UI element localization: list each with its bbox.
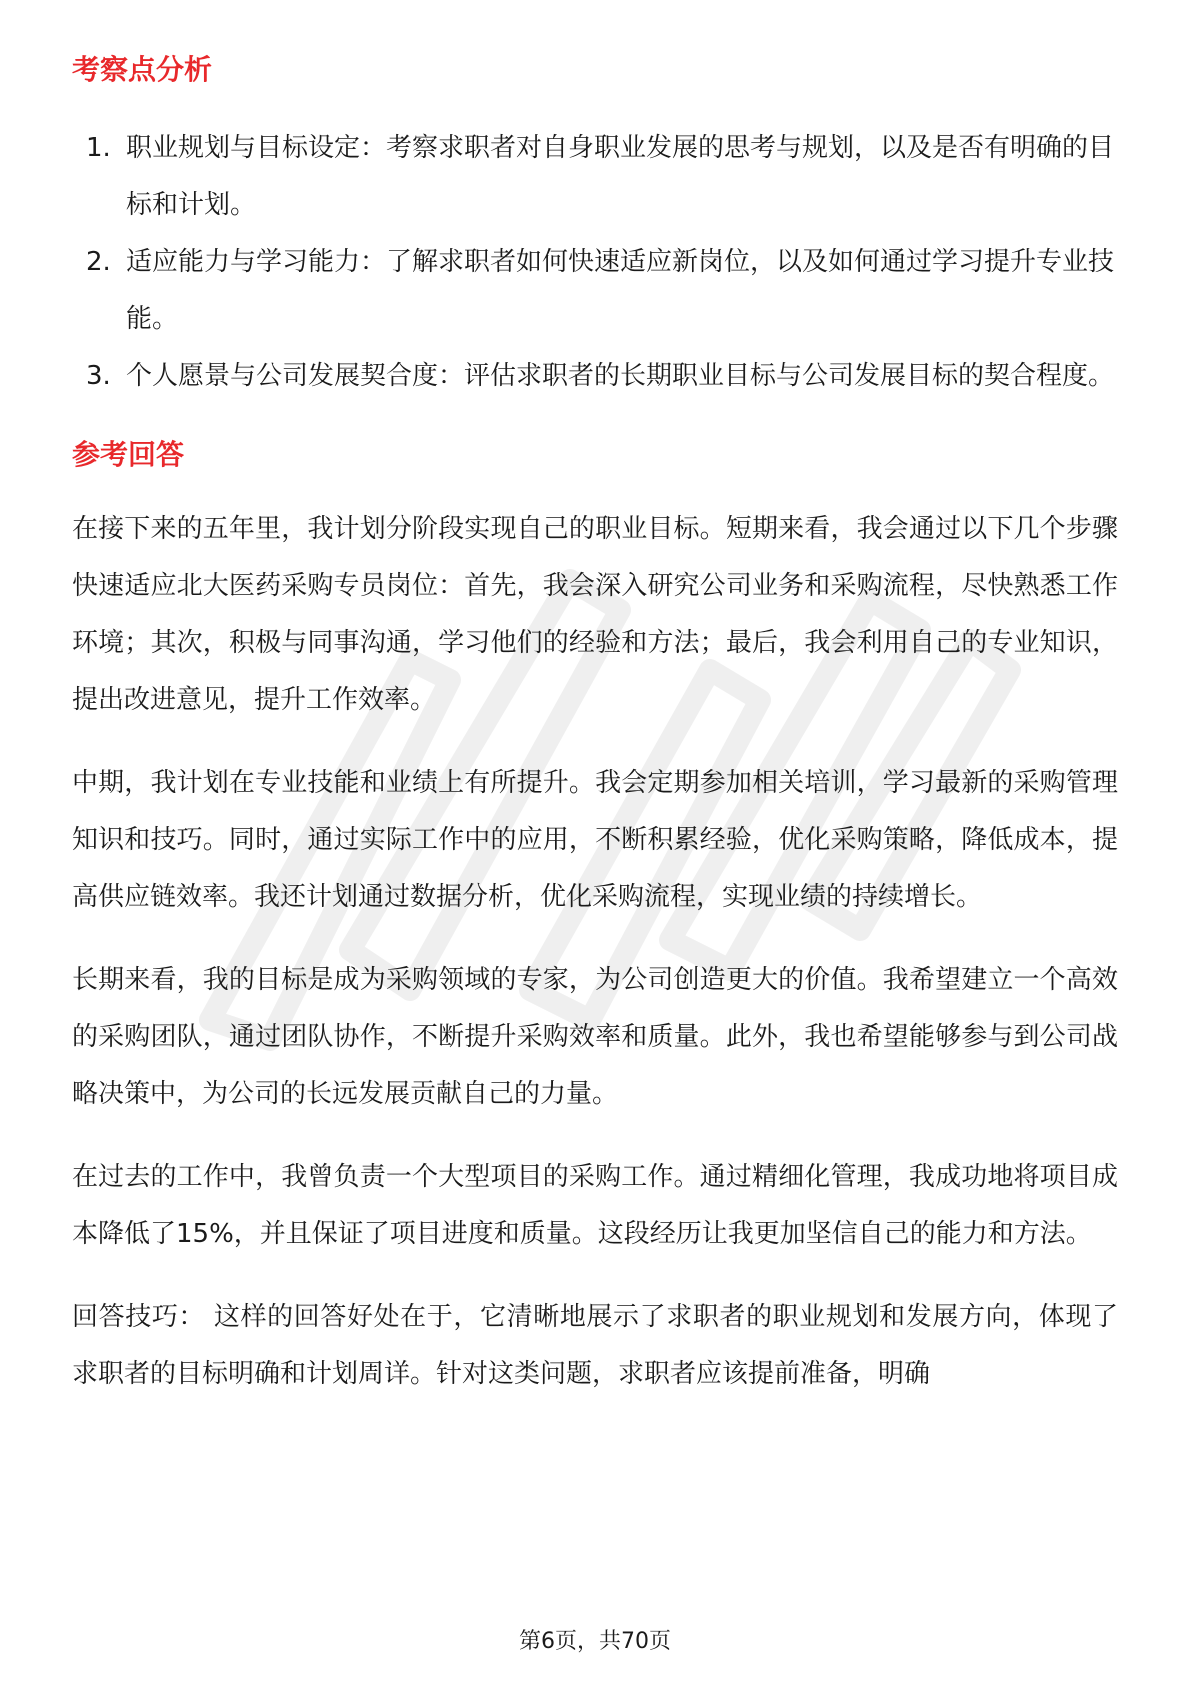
answer-paragraph: 中期，我计划在专业技能和业绩上有所提升。我会定期参加相关培训，学习最新的采购管理知识和技巧。同时，通过实际工作中的应用，不断积累经验，优化采购策略，降低成本，提高供应链效率。我还计划通过数据分析，优化采购流程，实现业绩的持续增长。: [72, 768, 1118, 912]
page-content: [72, 50, 1118, 1403]
analysis-list: [72, 120, 1118, 405]
answer-paragraph: 长期来看，我的目标是成为采购领域的专家，为公司创造更大的价值。我希望建立一个高效的采购团队，通过团队协作，不断提升采购效率和质量。此外，我也希望能够参与到公司战略决策中，为公司的长远发展贡献自己的力量。: [72, 965, 1118, 1109]
answer-paragraph: 在接下来的五年里，我计划分阶段实现自己的职业目标。短期来看，我会通过以下几个步骤快速适应北大医药采购专员岗位：首先，我会深入研究公司业务和采购流程，尽快熟悉工作环境；其次，积极与同事沟通，学习他们的经验和方法；最后，我会利用自己的专业知识，提出改进意见，提升工作效率。: [72, 514, 1118, 715]
answer-paragraph: 在过去的工作中，我曾负责一个大型项目的采购工作。通过精细化管理，我成功地将项目成本降低了15%，并且保证了项目进度和质量。这段经历让我更加坚信自己的能力和方法。: [72, 1162, 1118, 1249]
list-item-text: 适应能力与学习能力：了解求职者如何快速适应新岗位，以及如何通过学习提升专业技能。: [126, 247, 1115, 334]
answer-tips-paragraph: 回答技巧： 这样的回答好处在于，它清晰地展示了求职者的职业规划和发展方向，体现了求职者的目标明确和计划周详。针对这类问题，求职者应该提前准备，明确: [72, 1302, 1118, 1389]
answer-title: 参考回答: [72, 438, 185, 471]
page-number-footer: 第6页，共70页: [519, 1629, 671, 1654]
list-item-number: 3.: [86, 361, 111, 391]
analysis-title: 考察点分析: [72, 53, 213, 86]
list-item-text: 个人愿景与公司发展契合度：评估求职者的长期职业目标与公司发展目标的契合程度。: [126, 361, 1115, 391]
list-item-text: 职业规划与目标设定：考察求职者对自身职业发展的思考与规划，以及是否有明确的目标和计划。: [126, 133, 1115, 220]
list-item: [72, 120, 1118, 234]
list-item: [72, 234, 1118, 348]
list-item-number: 1.: [86, 133, 111, 163]
list-item-number: 2.: [86, 247, 111, 277]
list-item: [72, 348, 1118, 405]
